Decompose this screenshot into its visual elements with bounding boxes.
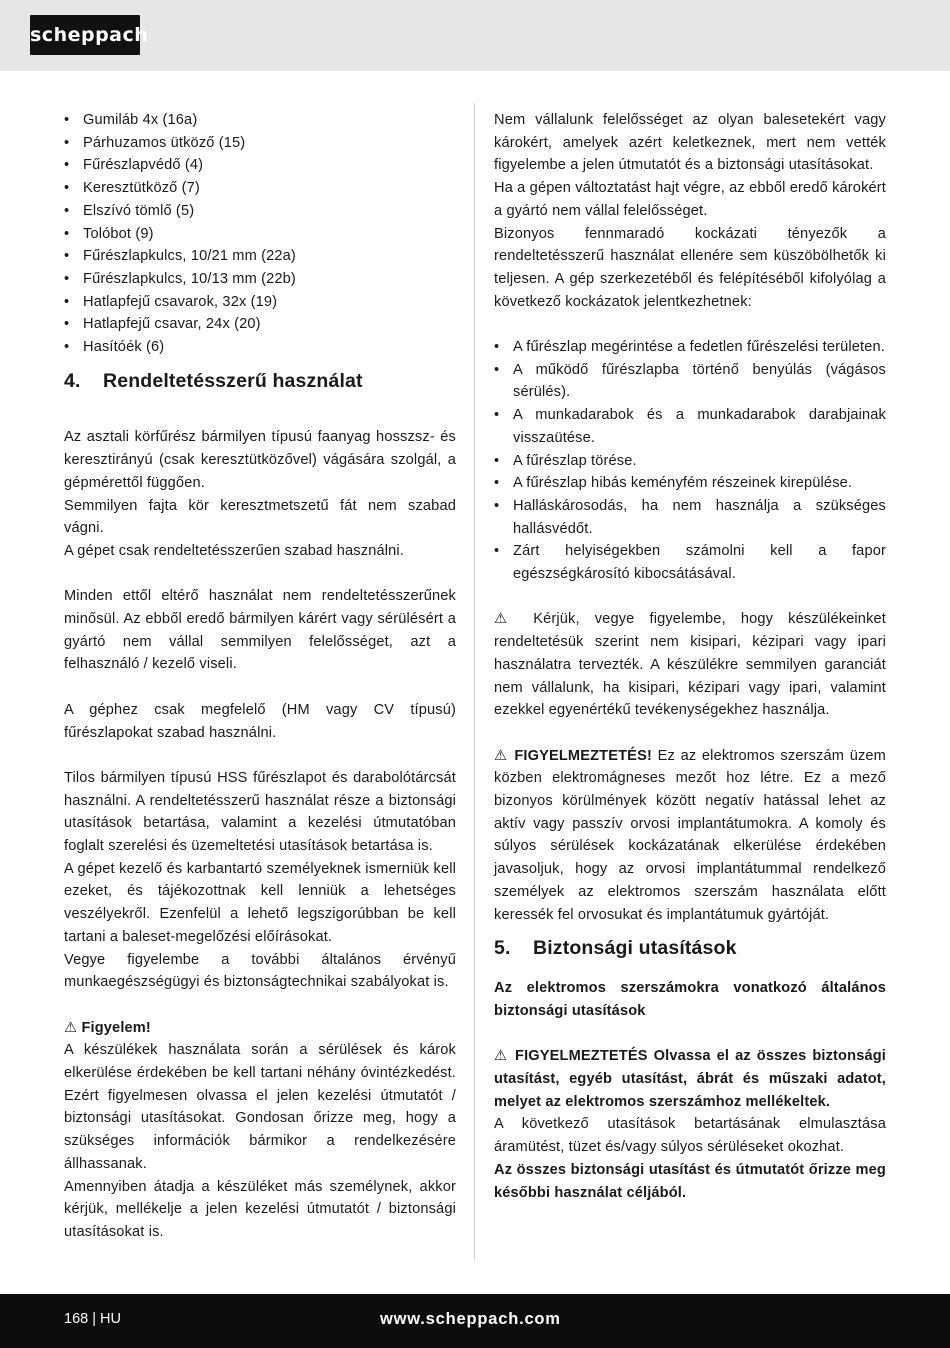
- paragraph: Bizonyos fennmaradó kockázati tényezők a rendeltetésszerű használat ellenére sem küszöbölhetők ki teljesen. A gép szerkezetéből és felépítéséből kifolyólag a következő kockázatok jelentkezhetnek:: [494, 225, 886, 310]
- list-item: • A működő fűrészlapba történő benyúlás (vágásos sérülés).: [494, 359, 886, 404]
- warning-triangle-icon: ⚠: [494, 1048, 510, 1065]
- list-item: • Keresztütköző (7): [64, 177, 456, 200]
- page-number: 168 | HU: [64, 1311, 121, 1327]
- scheppach-logo: scheppach: [30, 15, 140, 55]
- paragraph: Amennyiben átadja a készüléket más személynek, akkor kérjük, mellékelje a jelen kezelési útmutatót / biztonsági utasításokat is.: [64, 1178, 456, 1240]
- usage-note: [494, 608, 886, 722]
- list-item: • A munkadarabok és a munkadarabok darabjainak visszaütése.: [494, 404, 886, 449]
- warning-text: Ez az elektromos szerszám üzem közben elektromágneses mezőt hoz létre. Ez a mező bizonyos körülmények között negatív hatással lehet az aktív vagy passzív orvosi implantátumokra. A komoly és súlyos sérülések kockázatának elkerülése érdekében javasoljuk, hogy az orvosi implantátummal rendelkező személyek az elektromos szerszám használata előtt keressék fel orvosukat és implantátumuk gyártóját.: [494, 747, 886, 923]
- list-item: • Hatlapfejű csavarok, 32x (19): [64, 291, 456, 314]
- paragraph: Az asztali körfűrész bármilyen típusú faanyag hosszsz- és keresztirányú (csak keresztütközővel) vágására szolgál, a gépmérettől függően.: [64, 429, 456, 491]
- section-number: 5.: [494, 937, 511, 960]
- list-item: • Hasítóék (6): [64, 336, 456, 359]
- list-item: • A fűrészlap megérintése a fedetlen fűrészelési területen.: [494, 336, 886, 359]
- paragraph: A készülékek használata során a sérülések és károk elkerülése érdekében be kell tartani néhány óvintézkedést. Ezért figyelmesen olvassa el jelen kezelési útmutatót / biztonsági utasításokat. Gondosan őrizze meg, hogy a szükséges információk bármikor a rendelkezésére állhassanak.: [64, 1042, 456, 1172]
- section-title: Rendeltetésszerű használat: [103, 369, 363, 392]
- page-footer: [0, 1294, 950, 1348]
- warning-triangle-icon: ⚠: [494, 611, 519, 628]
- warning-triangle-icon: ⚠: [64, 1019, 78, 1036]
- section-title: Biztonsági utasítások: [533, 937, 737, 960]
- risk-list: [494, 336, 886, 586]
- attention-title: Figyelem!: [81, 1019, 151, 1036]
- paragraph: Semmilyen fajta kör keresztmetszetű fát nem szabad vágni.: [64, 497, 456, 537]
- section-5-heading: [494, 926, 886, 971]
- list-item: • Fűrészlapkulcs, 10/13 mm (22b): [64, 268, 456, 291]
- list-item: • Elszívó tömlő (5): [64, 200, 456, 223]
- paragraph: Nem vállalunk felelősséget az olyan balesetekért vagy károkért, amelyek azért keletkeznek, mert nem vették figyelembe a jelen útmutatót és a biztonsági utasításokat.: [494, 112, 886, 174]
- section-number: 4.: [64, 369, 81, 392]
- list-item: • A fűrészlap törése.: [494, 450, 886, 473]
- right-column: [494, 109, 886, 1204]
- paragraph: A géphez csak megfelelő (HM vagy CV típusú) fűrészlapokat szabad használni.: [64, 701, 456, 741]
- attention-heading: [64, 1017, 456, 1040]
- list-item: • Hatlapfejű csavar, 24x (20): [64, 313, 456, 336]
- subheading: Az elektromos szerszámokra vonatkozó általános biztonsági utasítások: [494, 980, 886, 1019]
- list-item: • Zárt helyiségekben számolni kell a fapor egészségkárosító kibocsátásával.: [494, 540, 886, 585]
- paragraph: A gépet csak rendeltetésszerűen szabad használni.: [64, 542, 404, 559]
- left-column: [64, 109, 456, 1244]
- warning-triangle-icon: ⚠: [494, 747, 509, 764]
- list-item: • Tolóbot (9): [64, 223, 456, 246]
- list-item: • Gumiláb 4x (16a): [64, 109, 456, 132]
- paragraph: Az összes biztonsági utasítást és útmutatót őrizze meg későbbi használat céljából.: [494, 1161, 886, 1201]
- emf-warning: [494, 745, 886, 927]
- list-item: • Párhuzamos ütköző (15): [64, 132, 456, 155]
- website-link[interactable]: www.scheppach.com: [380, 1310, 561, 1328]
- paragraph: Ha a gépen változtatást hajt végre, az ebből eredő károkért a gyártó nem vállal felelősséget.: [494, 180, 886, 219]
- parts-list: [64, 109, 456, 359]
- list-item: • Halláskárosodás, ha nem használja a szükséges hallásvédőt.: [494, 495, 886, 540]
- page-header: [0, 0, 950, 71]
- column-divider: [474, 103, 475, 1260]
- note-text: Kérjük, vegye figyelembe, hogy készülékeinket rendeltetésük szerint nem kisipari, kézipari vagy ipari használatra tervezték. A készülékre semmilyen garanciát nem vállalunk, ha kisipari, kézipari vagy ipari, valamint ezekkel egyenértékű tevékenységekhez használja.: [494, 611, 886, 719]
- warning-bold-text: FIGYELMEZTETÉS Olvassa el az összes biztonsági utasítást, egyéb utasítást, ábrát és műszaki adatot, melyet az elektromos szerszámhoz mellékeltek.: [494, 1048, 886, 1110]
- list-item: • Fűrészlapkulcs, 10/21 mm (22a): [64, 245, 456, 268]
- general-warning: [494, 1045, 886, 1113]
- paragraph: A következő utasítások betartásának elmulasztása áramütést, tüzet és/vagy súlyos sérüléseket okozhat.: [494, 1116, 886, 1156]
- section-4-heading: [64, 359, 456, 404]
- paragraph: Tilos bármilyen típusú HSS fűrészlapot és darabolótárcsát használni. A rendeltetésszerű használat része a biztonsági utasítások betartása, valamint a kezelési útmutatóban foglalt szerelési és üzemeltetési utasítások betartása is.: [64, 769, 456, 855]
- paragraph: Vegye figyelembe a további általános érvényű munkaegészségügyi és biztonságtechnikai szabályokat is.: [64, 951, 456, 991]
- list-item: • Fűrészlapvédő (4): [64, 154, 456, 177]
- paragraph: A gépet kezelő és karbantartó személyeknek ismerniük kell ezeket, és tájékozottnak kell lenniük a lehetséges veszélyekről. Ezenfelül a lehető legszigorúbban be kell tartani a baleset-megelőzési előírásokat.: [64, 860, 456, 945]
- paragraph: Minden ettől eltérő használat nem rendeltetésszerűnek minősül. Az ebből eredő bármilyen kárért vagy sérülésért a gyártó nem vállal semmilyen felelősséget, azt a felhasználó / kezelő viseli.: [64, 588, 456, 673]
- list-item: • A fűrészlap hibás keményfém részeinek kirepülése.: [494, 472, 886, 495]
- warning-title: FIGYELMEZTETÉS!: [514, 747, 652, 764]
